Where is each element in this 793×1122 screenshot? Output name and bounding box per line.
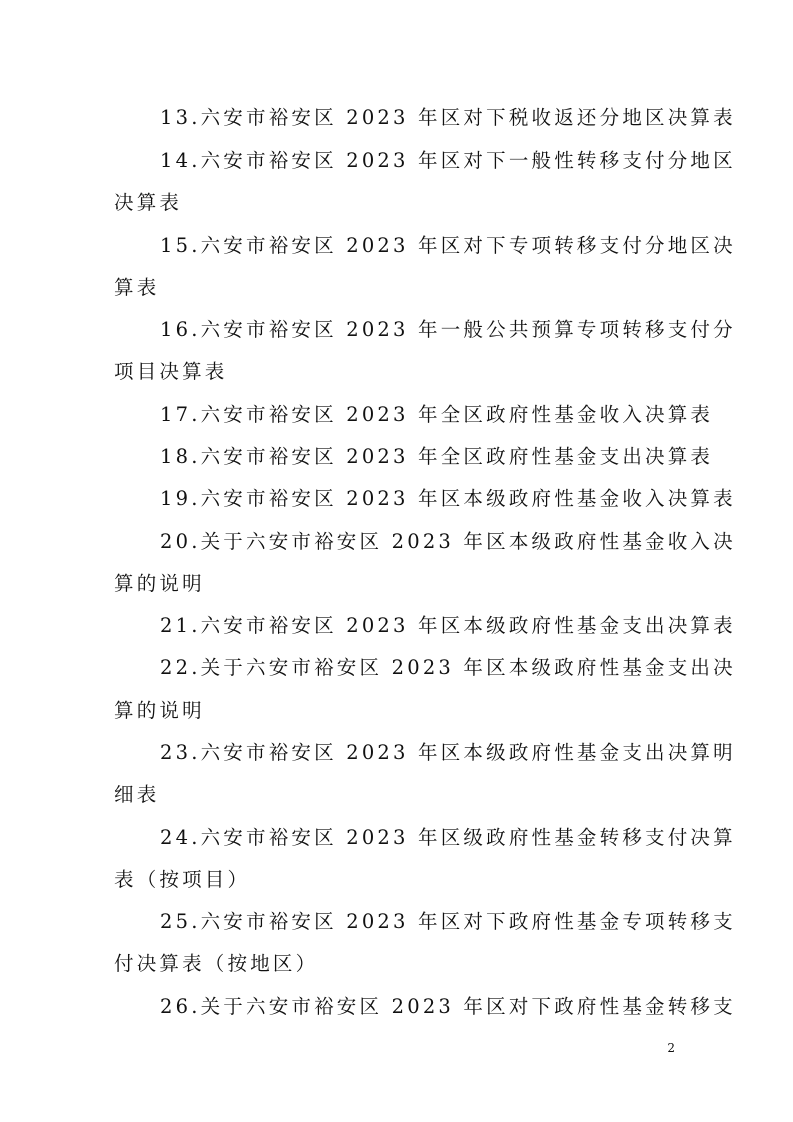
list-item-15: 15.六安市裕安区 2023 年区对下专项转移支付分地区决 (160, 234, 736, 257)
list-item-23-continuation: 细表 (114, 783, 160, 806)
list-item-24-continuation: 表（按项目） (114, 868, 251, 891)
list-item-14-continuation: 决算表 (114, 191, 183, 214)
list-item-16-continuation: 项目决算表 (114, 360, 228, 383)
list-item-13: 13.六安市裕安区 2023 年区对下税收返还分地区决算表 (160, 106, 736, 129)
list-item-23: 23.六安市裕安区 2023 年区本级政府性基金支出决算明 (160, 741, 736, 764)
list-item-22-continuation: 算的说明 (114, 699, 205, 722)
list-item-26: 26.关于六安市裕安区 2023 年区对下政府性基金转移支 (160, 995, 736, 1018)
list-item-16: 16.六安市裕安区 2023 年一般公共预算专项转移支付分 (160, 318, 736, 341)
list-item-20: 20.关于六安市裕安区 2023 年区本级政府性基金收入决 (160, 530, 736, 553)
list-item-20-continuation: 算的说明 (114, 572, 205, 595)
page-number: 2 (667, 1041, 675, 1055)
list-item-15-continuation: 算表 (114, 276, 160, 299)
list-item-21: 21.六安市裕安区 2023 年区本级政府性基金支出决算表 (160, 614, 736, 637)
list-item-17: 17.六安市裕安区 2023 年全区政府性基金收入决算表 (160, 403, 714, 426)
list-item-25-continuation: 付决算表（按地区） (114, 952, 319, 975)
list-item-18: 18.六安市裕安区 2023 年全区政府性基金支出决算表 (160, 445, 714, 468)
list-item-14: 14.六安市裕安区 2023 年区对下一般性转移支付分地区 (160, 149, 736, 172)
list-item-19: 19.六安市裕安区 2023 年区本级政府性基金收入决算表 (160, 487, 736, 510)
list-item-24: 24.六安市裕安区 2023 年区级政府性基金转移支付决算 (160, 826, 736, 849)
list-item-22: 22.关于六安市裕安区 2023 年区本级政府性基金支出决 (160, 656, 736, 679)
list-item-25: 25.六安市裕安区 2023 年区对下政府性基金专项转移支 (160, 910, 736, 933)
